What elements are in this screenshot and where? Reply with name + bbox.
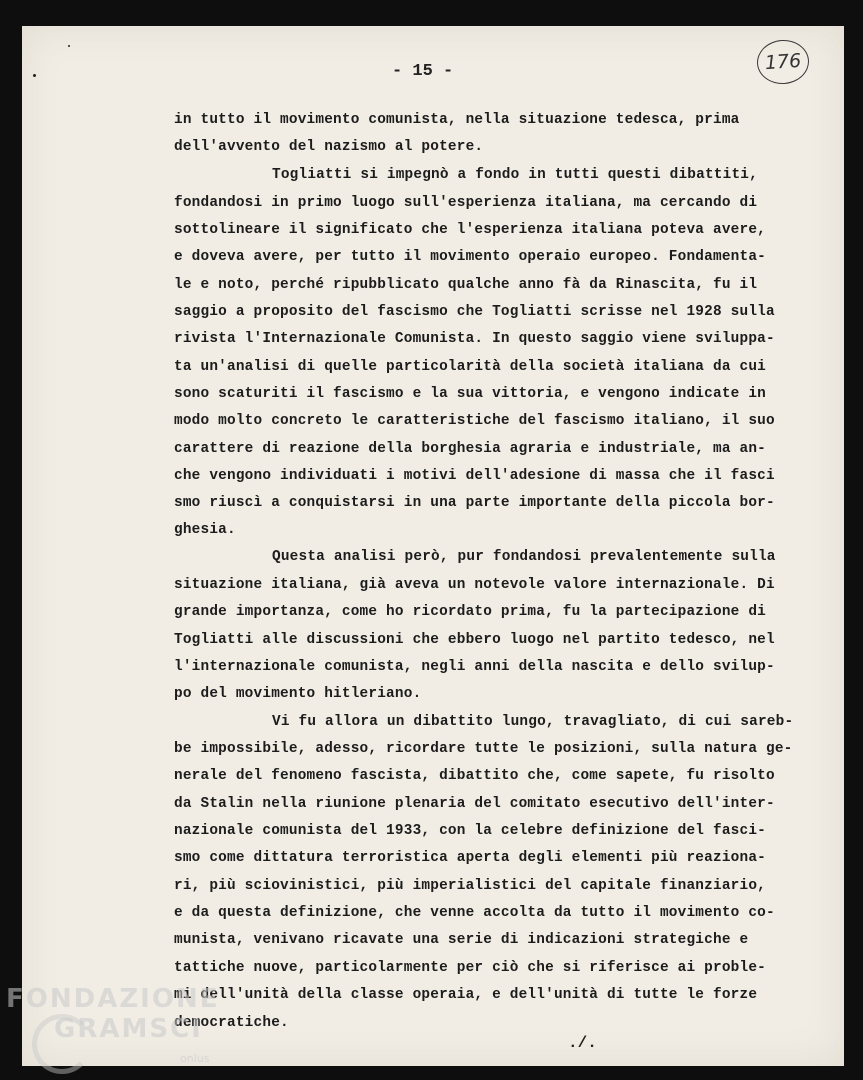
text-line: dell'avvento del nazismo al potere.: [174, 139, 484, 155]
text-line: Togliatti si impegnò a fondo in tutti questi dibattiti,: [272, 167, 758, 183]
text-line: nerale del fenomeno fascista, dibattito che, come sapete, fu risolto: [174, 768, 775, 784]
text-line: Questa analisi però, pur fondandosi prevalentemente sulla: [272, 549, 776, 565]
text-line: ta un'analisi di quelle particolarità della società italiana da cui: [174, 359, 766, 375]
text-line: ghesia.: [174, 522, 236, 538]
text-line: situazione italiana, già aveva un notevole valore internazionale. Di: [174, 577, 775, 593]
watermark-logo-icon: [32, 1014, 92, 1074]
text-line: l'internazionale comunista, negli anni della nascita e dello svilup-: [174, 659, 775, 675]
text-line: carattere di reazione della borghesia agraria e industriale, ma an-: [174, 441, 766, 457]
text-line: munista, venivano ricavate una serie di indicazioni strategiche e: [174, 932, 749, 948]
text-line: po del movimento hitleriano.: [174, 686, 422, 702]
text-line: Vi fu allora un dibattito lungo, travagliato, di cui sareb-: [272, 714, 794, 730]
continuation-mark: ./.: [568, 1034, 597, 1052]
text-line: modo molto concreto le caratteristiche del fascismo italiano, il suo: [174, 413, 775, 429]
text-line: be impossibile, adesso, ricordare tutte le posizioni, sulla natura ge-: [174, 741, 793, 757]
text-line: da Stalin nella riunione plenaria del comitato esecutivo dell'inter-: [174, 796, 775, 812]
text-line: sono scaturiti il fascismo e la sua vittoria, e vengono indicate in: [174, 386, 766, 402]
archive-number-stamp: 176: [756, 38, 811, 86]
text-line: in tutto il movimento comunista, nella situazione tedesca, prima: [174, 112, 740, 128]
text-line: che vengono individuati i motivi dell'adesione di massa che il fasci: [174, 468, 775, 484]
paper-speck: [68, 45, 70, 47]
text-line: ri, più sciovinistici, più imperialistici del capitale finanziario,: [174, 878, 766, 894]
text-line: fondandosi in primo luogo sull'esperienza italiana, ma cercando di: [174, 195, 758, 211]
text-line: democratiche.: [174, 1015, 289, 1031]
text-line: tattiche nuove, particolarmente per ciò che si riferisce ai proble-: [174, 960, 766, 976]
text-line: e da questa definizione, che venne accolta da tutto il movimento co-: [174, 905, 775, 921]
text-line: grande importanza, come ho ricordato prima, fu la partecipazione di: [174, 604, 766, 620]
text-line: nazionale comunista del 1933, con la celebre definizione del fasci-: [174, 823, 766, 839]
paper-speck: [33, 74, 36, 77]
watermark-subtitle: GRAMSCI: [54, 1014, 203, 1044]
page-number: - 15 -: [392, 62, 454, 81]
archive-watermark: [6, 984, 220, 1065]
text-line: e doveva avere, per tutto il movimento operaio europeo. Fondamenta-: [174, 249, 766, 265]
text-line: smo come dittatura terroristica aperta degli elementi più reaziona-: [174, 850, 766, 866]
text-line: sottolineare il significato che l'esperienza italiana poteva avere,: [174, 222, 766, 238]
text-line: Togliatti alle discussioni che ebbero luogo nel partito tedesco, nel: [174, 632, 775, 648]
text-line: mi dell'unità della classe operaia, e dell'unità di tutte le forze: [174, 987, 758, 1003]
watermark-tag: onlus: [180, 1052, 210, 1065]
watermark-title: FONDAZIONE: [6, 984, 220, 1014]
text-line: smo riuscì a conquistarsi in una parte importante della piccola bor-: [174, 495, 775, 511]
text-line: rivista l'Internazionale Comunista. In questo saggio viene sviluppa-: [174, 331, 775, 347]
text-line: le e noto, perché ripubblicato qualche anno fà da Rinascita, fu il: [174, 277, 758, 293]
text-line: saggio a proposito del fascismo che Togliatti scrisse nel 1928 sulla: [174, 304, 775, 320]
